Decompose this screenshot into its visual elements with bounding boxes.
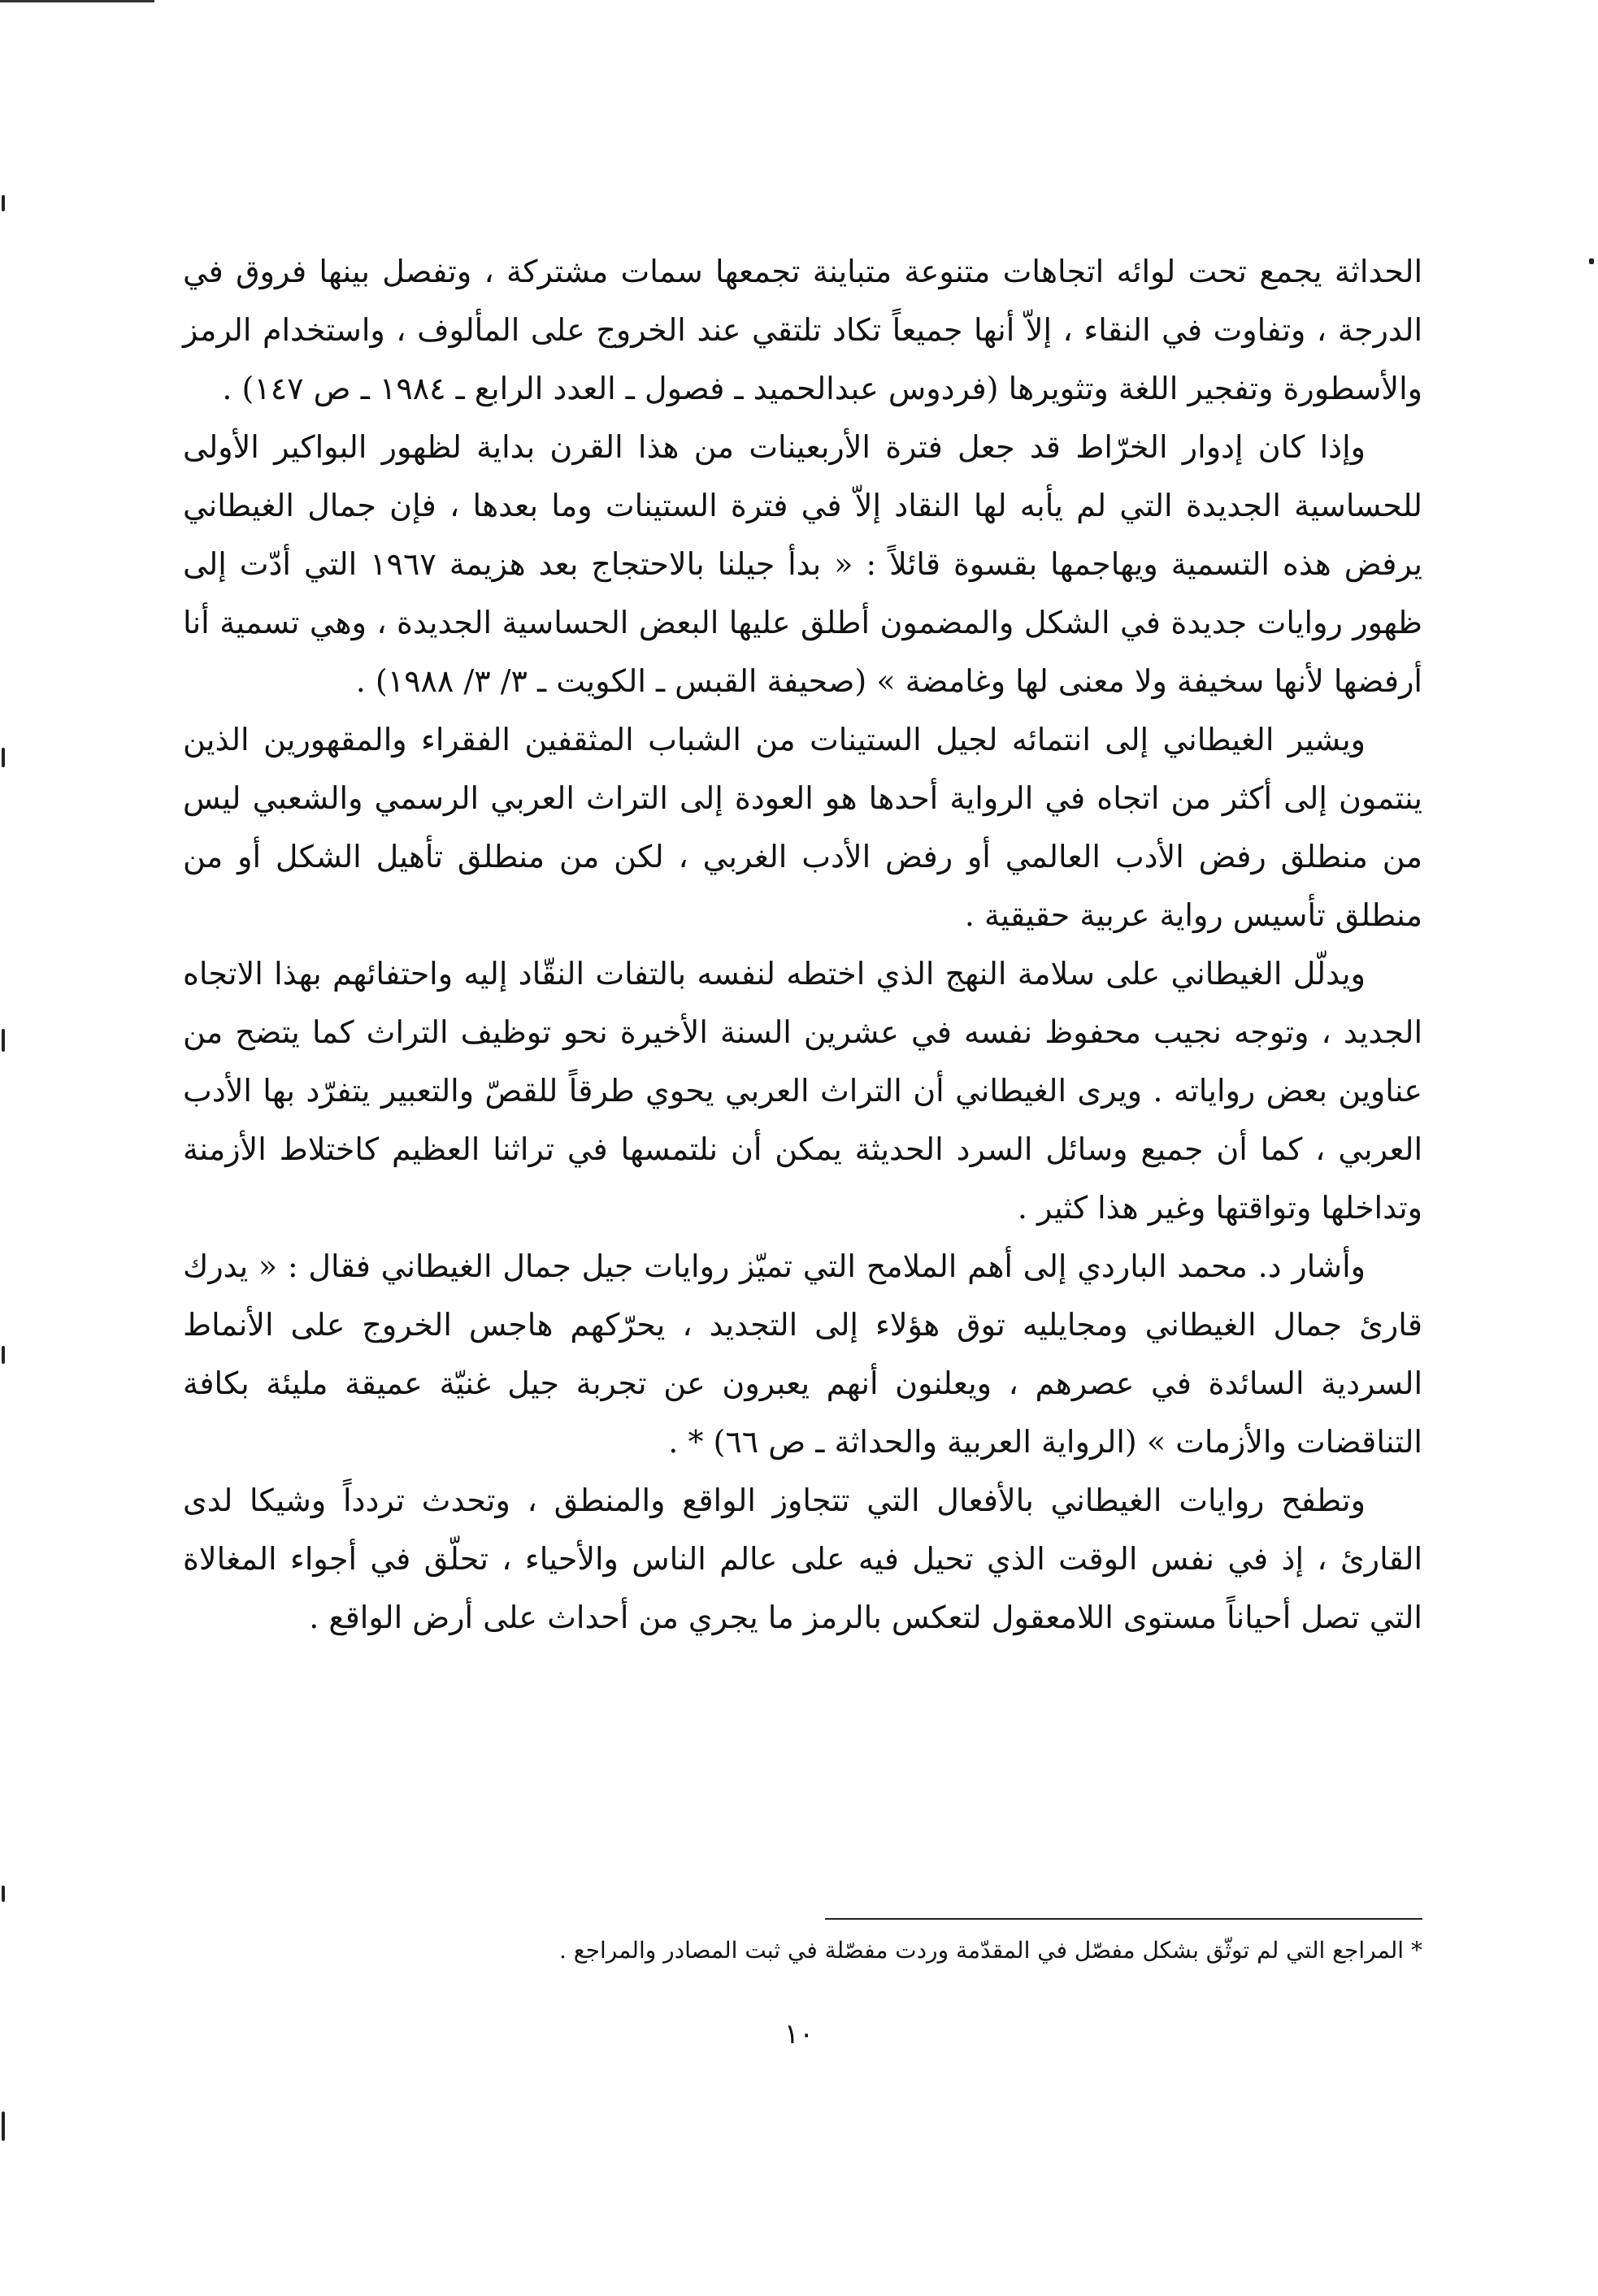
scan-mark-left-3	[2, 1029, 5, 1052]
paragraph: وتطفح روايات الغيطاني بالأفعال التي تتجاوز الواقع والمنطق ، وتحدث تردداً وشيكا لدى القارئ ، إذ في نفس الوقت الذي تحيل فيه على عالم الناس والأحياء ، تحلّق في أجواء المغالاة التي تصل أحياناً مستوى اللامعقول لتعكس بالرمز ما يجري من أحداث على أرض الواقع .	[183, 1482, 1422, 1635]
scan-mark-right-top	[1589, 258, 1594, 264]
scan-mark-left-2	[2, 748, 5, 767]
footnote: * المراجع التي لم توثّق بشكل مفصّل في المقدّمة وردت مفصّلة في ثبت المصادر والمراجع .	[558, 1937, 1422, 1964]
scan-mark-left-6	[2, 2112, 5, 2141]
body-text	[183, 242, 1422, 1647]
footnote-divider	[825, 1918, 1422, 1920]
scan-mark-left-5	[2, 1886, 5, 1902]
paragraph: ويدلّل الغيطاني على سلامة النهج الذي اختطه لنفسه بالتفات النقّاد إليه واحتفائهم بهذا الاتجاه الجديد ، وتوجه نجيب محفوظ نفسه في عشرين السنة الأخيرة نحو توظيف التراث كما يتضح من عناوين بعض رواياته . ويرى الغيطاني أن التراث العربي يحوي طرقاً للقصّ والتعبير يتفرّد بها الأدب العربي ، كما أن جميع وسائل السرد الحديثة يمكن أن نلتمسها في تراثنا العظيم كاختلاط الأزمنة وتداخلها وتواقتها وغير هذا كثير .	[183, 956, 1422, 1226]
top-edge-rule	[0, 0, 154, 2]
scan-mark-left-4	[2, 1346, 5, 1364]
paragraph: الحداثة يجمع تحت لوائه اتجاهات متنوعة متباينة تجمعها سمات مشتركة ، وتفصل بينها فروق في الدرجة ، وتفاوت في النقاء ، إلاّ أنها جميعاً تكاد تلتقي عند الخروج على المألوف ، واستخدام الرمز والأسطورة وتفجير اللغة وتثويرها (فردوس عبدالحميد ـ فصول ـ العدد الرابع ـ ١٩٨٤ ـ ص ١٤٧) .	[183, 254, 1422, 406]
scan-mark-left-1	[2, 195, 5, 211]
paragraph: وأشار د. محمد الباردي إلى أهم الملامح التي تميّز روايات جيل جمال الغيطاني فقال : « يدرك قارئ جمال الغيطاني ومجايليه توق هؤلاء إلى التجديد ، يحرّكهم هاجس الخروج على الأنماط السردية السائدة في عصرهم ، ويعلنون أنهم يعبرون عن تجربة جيل غنيّة عميقة مليئة بكافة التناقضات والأزمات » (الرواية العربية والحداثة ـ ص ٦٦) * .	[183, 1248, 1422, 1460]
paragraph: وإذا كان إدوار الخرّاط قد جعل فترة الأربعينات من هذا القرن بداية لظهور البواكير الأولى للحساسية الجديدة التي لم يأبه لها النقاد إلاّ في فترة الستينات وما بعدها ، فإن جمال الغيطاني يرفض هذه التسمية ويهاجمها بقسوة قائلاً : « بدأ جيلنا بالاحتجاج بعد هزيمة ١٩٦٧ التي أدّت إلى ظهور روايات جديدة في الشكل والمضمون أطلق عليها البعض الحساسية الجديدة ، وهي تسمية أنا أرفضها لأنها سخيفة ولا معنى لها وغامضة » (صحيفة القبس ـ الكويت ـ ٣/ ٣/ ١٩٨٨) .	[183, 429, 1422, 699]
page-number: ١٠	[784, 2018, 814, 2051]
paragraph: ويشير الغيطاني إلى انتمائه لجيل الستينات من الشباب المثقفين الفقراء والمقهورين الذين ينتمون إلى أكثر من اتجاه في الرواية أحدها هو العودة إلى التراث العربي الرسمي والشعبي ليس من منطلق رفض الأدب العالمي أو رفض الأدب الغربي ، لكن من منطلق تأهيل الشكل أو من منطلق تأسيس رواية عربية حقيقية .	[183, 722, 1422, 933]
